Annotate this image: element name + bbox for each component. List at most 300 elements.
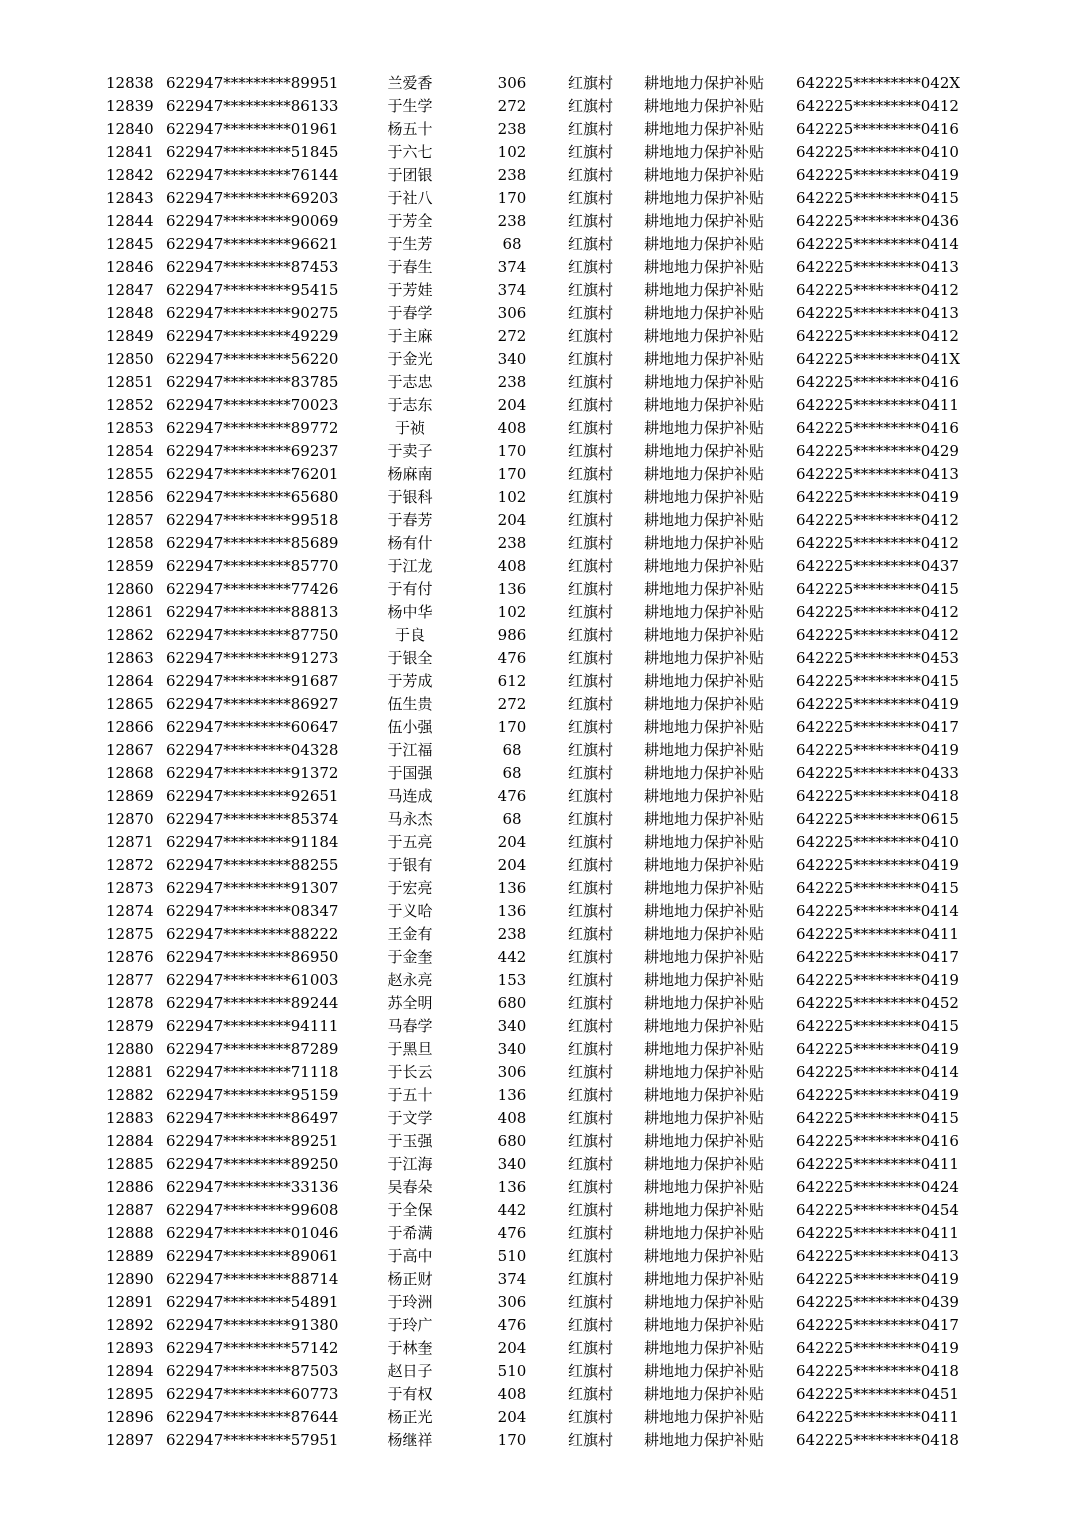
village-name: 红旗村 [568,1270,614,1288]
recipient-name: 于祯 [394,419,425,437]
table-row [0,1245,1074,1268]
bank-card-number: 622947*********88222 [166,925,339,943]
row-number: 12843 [106,189,154,207]
id-number: 642225*********0437 [796,557,959,575]
recipient-name: 王金有 [387,925,433,943]
bank-card-number: 622947*********91307 [166,879,339,897]
bank-card-number: 622947*********83785 [166,373,339,391]
subsidy-type: 耕地地力保护补贴 [644,511,765,529]
subsidy-amount: 238 [497,212,527,230]
bank-card-number: 622947*********57142 [166,1339,339,1357]
recipient-name: 于社八 [387,189,433,207]
id-number: 642225*********0419 [796,856,959,874]
bank-card-number: 622947*********01046 [166,1224,339,1242]
village-name: 红旗村 [568,925,614,943]
subsidy-amount: 272 [497,327,527,345]
table-row [0,72,1074,95]
subsidy-type: 耕地地力保护补贴 [644,419,765,437]
village-name: 红旗村 [568,1293,614,1311]
village-name: 红旗村 [568,1086,614,1104]
id-number: 642225*********0411 [796,1408,959,1426]
subsidy-amount: 408 [497,1385,527,1403]
table-row [0,578,1074,601]
subsidy-type: 耕地地力保护补贴 [644,557,765,575]
bank-card-number: 622947*********87503 [166,1362,339,1380]
bank-card-number: 622947*********87750 [166,626,339,644]
recipient-name: 于五亮 [387,833,433,851]
recipient-name: 于玉强 [387,1132,433,1150]
id-number: 642225*********0414 [796,1063,959,1081]
recipient-name: 于志东 [387,396,433,414]
table-row [0,279,1074,302]
subsidy-type: 耕地地力保护补贴 [644,258,765,276]
village-name: 红旗村 [568,718,614,736]
village-name: 红旗村 [568,879,614,897]
row-number: 12865 [106,695,154,713]
village-name: 红旗村 [568,902,614,920]
table-row [0,647,1074,670]
subsidy-type: 耕地地力保护补贴 [644,718,765,736]
village-name: 红旗村 [568,465,614,483]
subsidy-amount: 204 [497,856,527,874]
table-row [0,785,1074,808]
id-number: 642225*********0414 [796,902,959,920]
bank-card-number: 622947*********86133 [166,97,339,115]
bank-card-number: 622947*********49229 [166,327,339,345]
id-number: 642225*********0419 [796,1270,959,1288]
row-number: 12878 [106,994,154,1012]
subsidy-type: 耕地地力保护补贴 [644,764,765,782]
village-name: 红旗村 [568,97,614,115]
table-row [0,1015,1074,1038]
subsidy-type: 耕地地力保护补贴 [644,902,765,920]
row-number: 12891 [106,1293,154,1311]
bank-card-number: 622947*********56220 [166,350,339,368]
subsidy-amount: 408 [497,557,527,575]
bank-card-number: 622947*********86927 [166,695,339,713]
subsidy-amount: 272 [497,97,527,115]
subsidy-amount: 170 [497,442,527,460]
subsidy-amount: 238 [497,373,527,391]
table-row [0,141,1074,164]
village-name: 红旗村 [568,810,614,828]
subsidy-amount: 204 [497,396,527,414]
recipient-name: 于六七 [387,143,433,161]
bank-card-number: 622947*********86950 [166,948,339,966]
bank-card-number: 622947*********89244 [166,994,339,1012]
village-name: 红旗村 [568,1224,614,1242]
row-number: 12855 [106,465,154,483]
subsidy-amount: 306 [497,1063,527,1081]
subsidy-type: 耕地地力保护补贴 [644,971,765,989]
subsidy-type: 耕地地力保护补贴 [644,879,765,897]
village-name: 红旗村 [568,672,614,690]
subsidy-type: 耕地地力保护补贴 [644,189,765,207]
village-name: 红旗村 [568,1109,614,1127]
village-name: 红旗村 [568,488,614,506]
village-name: 红旗村 [568,971,614,989]
row-number: 12870 [106,810,154,828]
recipient-name: 于金光 [387,350,433,368]
row-number: 12847 [106,281,154,299]
bank-card-number: 622947*********89251 [166,1132,339,1150]
table-row [0,992,1074,1015]
subsidy-type: 耕地地力保护补贴 [644,1040,765,1058]
bank-card-number: 622947*********04328 [166,741,339,759]
subsidy-amount: 680 [497,1132,527,1150]
id-number: 642225*********0415 [796,879,959,897]
table-row [0,1061,1074,1084]
bank-card-number: 622947*********77426 [166,580,339,598]
recipient-name: 杨正光 [387,1408,433,1426]
recipient-name: 赵永亮 [387,971,433,989]
subsidy-amount: 986 [497,626,527,644]
row-number: 12863 [106,649,154,667]
bank-card-number: 622947*********76201 [166,465,339,483]
subsidy-type: 耕地地力保护补贴 [644,649,765,667]
village-name: 红旗村 [568,787,614,805]
subsidy-amount: 170 [497,189,527,207]
table-row [0,808,1074,831]
table-row [0,394,1074,417]
bank-card-number: 622947*********69203 [166,189,339,207]
table-row [0,670,1074,693]
table-row [0,762,1074,785]
id-number: 642225*********0417 [796,1316,959,1334]
recipient-name: 于有付 [387,580,433,598]
subsidy-type: 耕地地力保护补贴 [644,281,765,299]
recipient-name: 于芳成 [387,672,433,690]
subsidy-amount: 306 [497,304,527,322]
village-name: 红旗村 [568,764,614,782]
bank-card-number: 622947*********60647 [166,718,339,736]
bank-card-number: 622947*********51845 [166,143,339,161]
subsidy-amount: 306 [497,74,527,92]
bank-card-number: 622947*********89951 [166,74,339,92]
subsidy-amount: 136 [497,580,527,598]
bank-card-number: 622947*********94111 [166,1017,339,1035]
subsidy-amount: 136 [497,902,527,920]
table-row [0,739,1074,762]
bank-card-number: 622947*********90069 [166,212,339,230]
row-number: 12851 [106,373,154,391]
recipient-name: 于金奎 [387,948,433,966]
village-name: 红旗村 [568,580,614,598]
bank-card-number: 622947*********91273 [166,649,339,667]
subsidy-type: 耕地地力保护补贴 [644,741,765,759]
row-number: 12897 [106,1431,154,1449]
subsidy-amount: 238 [497,925,527,943]
subsidy-amount: 374 [497,281,527,299]
table-row [0,1153,1074,1176]
table-row [0,1038,1074,1061]
id-number: 642225*********0413 [796,465,959,483]
recipient-name: 于义哈 [387,902,433,920]
subsidy-amount: 340 [497,1017,527,1035]
table-row [0,1314,1074,1337]
bank-card-number: 622947*********91687 [166,672,339,690]
table-row [0,693,1074,716]
id-number: 642225*********0414 [796,235,959,253]
id-number: 642225*********0429 [796,442,959,460]
table-row [0,302,1074,325]
recipient-name: 于黑旦 [387,1040,433,1058]
recipient-name: 杨中华 [387,603,433,621]
bank-card-number: 622947*********96621 [166,235,339,253]
subsidy-type: 耕地地力保护补贴 [644,695,765,713]
recipient-name: 于生学 [387,97,433,115]
recipient-name: 于林奎 [387,1339,433,1357]
table-row [0,1199,1074,1222]
row-number: 12854 [106,442,154,460]
recipient-name: 于江龙 [387,557,433,575]
village-name: 红旗村 [568,1201,614,1219]
village-name: 红旗村 [568,189,614,207]
subsidy-type: 耕地地力保护补贴 [644,1362,765,1380]
village-name: 红旗村 [568,1132,614,1150]
subsidy-type: 耕地地力保护补贴 [644,534,765,552]
recipient-name: 于玲洲 [387,1293,433,1311]
village-name: 红旗村 [568,1247,614,1265]
id-number: 642225*********0416 [796,120,959,138]
id-number: 642225*********0452 [796,994,959,1012]
subsidy-type: 耕地地力保护补贴 [644,143,765,161]
id-number: 642225*********0615 [796,810,959,828]
recipient-name: 于卖子 [387,442,433,460]
village-name: 红旗村 [568,741,614,759]
bank-card-number: 622947*********87289 [166,1040,339,1058]
recipient-name: 马永杰 [387,810,433,828]
subsidy-amount: 102 [497,603,527,621]
village-name: 红旗村 [568,373,614,391]
id-number: 642225*********0416 [796,373,959,391]
table-row [0,164,1074,187]
recipient-name: 伍生贵 [387,695,433,713]
recipient-name: 于玲广 [387,1316,433,1334]
bank-card-number: 622947*********69237 [166,442,339,460]
subsidy-amount: 476 [497,649,527,667]
row-number: 12848 [106,304,154,322]
bank-card-number: 622947*********76144 [166,166,339,184]
subsidy-amount: 476 [497,1316,527,1334]
row-number: 12857 [106,511,154,529]
recipient-name: 于江福 [387,741,433,759]
table-row [0,417,1074,440]
bank-card-number: 622947*********88714 [166,1270,339,1288]
row-number: 12877 [106,971,154,989]
table-row [0,1383,1074,1406]
table-row [0,1360,1074,1383]
subsidy-amount: 340 [497,350,527,368]
bank-card-number: 622947*********88255 [166,856,339,874]
table-row [0,256,1074,279]
row-number: 12885 [106,1155,154,1173]
subsidy-type: 耕地地力保护补贴 [644,396,765,414]
village-name: 红旗村 [568,626,614,644]
row-number: 12841 [106,143,154,161]
village-name: 红旗村 [568,442,614,460]
table-row [0,463,1074,486]
row-number: 12862 [106,626,154,644]
table-row [0,1268,1074,1291]
recipient-name: 于银全 [387,649,433,667]
row-number: 12876 [106,948,154,966]
subsidy-amount: 136 [497,1086,527,1104]
village-name: 红旗村 [568,396,614,414]
subsidy-amount: 374 [497,1270,527,1288]
bank-card-number: 622947*********95415 [166,281,339,299]
bank-card-number: 622947*********87644 [166,1408,339,1426]
table-row [0,946,1074,969]
row-number: 12892 [106,1316,154,1334]
table-row [0,1107,1074,1130]
village-name: 红旗村 [568,1431,614,1449]
row-number: 12840 [106,120,154,138]
subsidy-type: 耕地地力保护补贴 [644,856,765,874]
id-number: 642225*********0411 [796,396,959,414]
row-number: 12872 [106,856,154,874]
recipient-name: 于国强 [387,764,433,782]
table-row [0,1406,1074,1429]
recipient-name: 苏全明 [387,994,433,1012]
bank-card-number: 622947*********70023 [166,396,339,414]
id-number: 642225*********0416 [796,419,959,437]
village-name: 红旗村 [568,1040,614,1058]
village-name: 红旗村 [568,695,614,713]
subsidy-amount: 238 [497,120,527,138]
subsidy-type: 耕地地力保护补贴 [644,465,765,483]
subsidy-type: 耕地地力保护补贴 [644,948,765,966]
subsidy-amount: 272 [497,695,527,713]
village-name: 红旗村 [568,1362,614,1380]
village-name: 红旗村 [568,281,614,299]
recipient-name: 吴春朵 [387,1178,433,1196]
row-number: 12881 [106,1063,154,1081]
id-number: 642225*********0433 [796,764,959,782]
subsidy-amount: 68 [502,810,522,828]
village-name: 红旗村 [568,1316,614,1334]
recipient-name: 于银有 [387,856,433,874]
village-name: 红旗村 [568,1063,614,1081]
subsidy-amount: 476 [497,787,527,805]
id-number: 642225*********0415 [796,1017,959,1035]
bank-card-number: 622947*********95159 [166,1086,339,1104]
table-row [0,1429,1074,1452]
table-row [0,187,1074,210]
table-row [0,1130,1074,1153]
table-row [0,555,1074,578]
row-number: 12850 [106,350,154,368]
subsidy-table [0,72,1074,1452]
table-row [0,900,1074,923]
subsidy-amount: 204 [497,1408,527,1426]
recipient-name: 于春芳 [387,511,433,529]
row-number: 12842 [106,166,154,184]
village-name: 红旗村 [568,1017,614,1035]
table-row [0,923,1074,946]
recipient-name: 于生芳 [387,235,433,253]
recipient-name: 于团银 [387,166,433,184]
row-number: 12866 [106,718,154,736]
village-name: 红旗村 [568,1385,614,1403]
table-row [0,440,1074,463]
recipient-name: 于高中 [387,1247,433,1265]
village-name: 红旗村 [568,833,614,851]
subsidy-amount: 476 [497,1224,527,1242]
table-row [0,831,1074,854]
subsidy-amount: 204 [497,833,527,851]
village-name: 红旗村 [568,1339,614,1357]
table-row [0,532,1074,555]
subsidy-type: 耕地地力保护补贴 [644,350,765,368]
recipient-name: 于主麻 [387,327,433,345]
subsidy-type: 耕地地力保护补贴 [644,327,765,345]
recipient-name: 于良 [394,626,425,644]
id-number: 642225*********0419 [796,166,959,184]
table-row [0,325,1074,348]
row-number: 12880 [106,1040,154,1058]
village-name: 红旗村 [568,327,614,345]
table-row [0,1222,1074,1245]
subsidy-type: 耕地地力保护补贴 [644,212,765,230]
subsidy-amount: 612 [497,672,527,690]
id-number: 642225*********0424 [796,1178,959,1196]
table-row [0,233,1074,256]
id-number: 642225*********0412 [796,626,959,644]
id-number: 642225*********0413 [796,258,959,276]
subsidy-type: 耕地地力保护补贴 [644,672,765,690]
table-row [0,118,1074,141]
subsidy-amount: 510 [497,1247,527,1265]
id-number: 642225*********0412 [796,603,959,621]
id-number: 642225*********0419 [796,741,959,759]
row-number: 12859 [106,557,154,575]
subsidy-type: 耕地地力保护补贴 [644,97,765,115]
subsidy-type: 耕地地力保护补贴 [644,1224,765,1242]
table-row [0,969,1074,992]
subsidy-type: 耕地地力保护补贴 [644,1385,765,1403]
village-name: 红旗村 [568,235,614,253]
id-number: 642225*********0436 [796,212,959,230]
row-number: 12883 [106,1109,154,1127]
bank-card-number: 622947*********86497 [166,1109,339,1127]
id-number: 642225*********041X [796,350,961,368]
bank-card-number: 622947*********89061 [166,1247,339,1265]
row-number: 12846 [106,258,154,276]
id-number: 642225*********0415 [796,1109,959,1127]
row-number: 12853 [106,419,154,437]
table-row [0,854,1074,877]
table-row [0,716,1074,739]
subsidy-amount: 442 [497,948,527,966]
recipient-name: 于春学 [387,304,433,322]
village-name: 红旗村 [568,948,614,966]
subsidy-amount: 204 [497,1339,527,1357]
village-name: 红旗村 [568,994,614,1012]
subsidy-amount: 340 [497,1155,527,1173]
recipient-name: 杨五十 [387,120,433,138]
id-number: 642225*********042X [796,74,961,92]
subsidy-type: 耕地地力保护补贴 [644,488,765,506]
recipient-name: 于全保 [387,1201,433,1219]
id-number: 642225*********0412 [796,534,959,552]
id-number: 642225*********0417 [796,948,959,966]
subsidy-type: 耕地地力保护补贴 [644,1316,765,1334]
subsidy-amount: 68 [502,764,522,782]
subsidy-type: 耕地地力保护补贴 [644,994,765,1012]
village-name: 红旗村 [568,649,614,667]
village-name: 红旗村 [568,120,614,138]
